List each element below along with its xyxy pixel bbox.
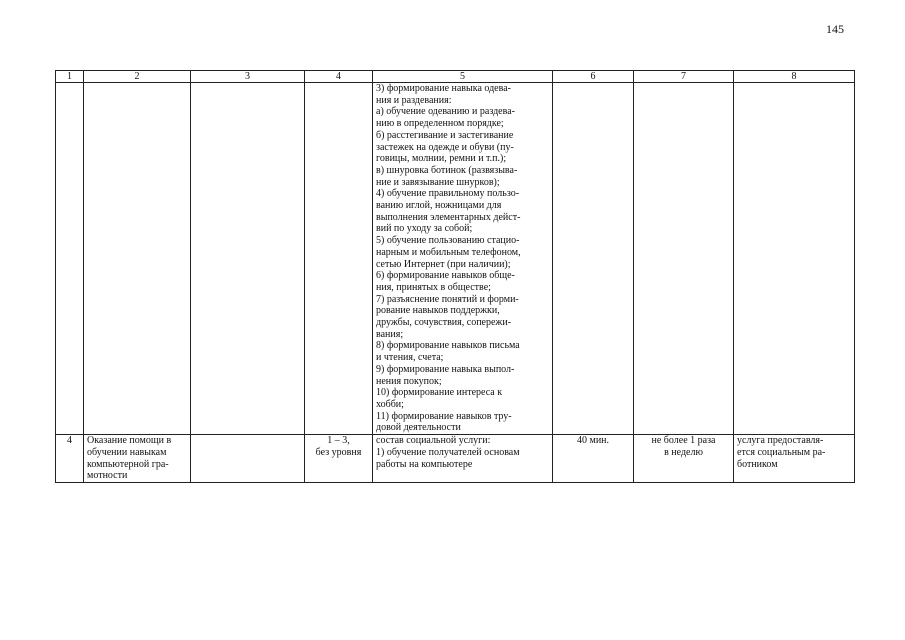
content-line: нения покупок; [376,375,442,387]
level-line: без уровня [315,446,362,458]
content-line: б) расстегивание и застегивание [376,129,514,141]
content-line: работы на компьютере [376,458,473,470]
content-line: 7) разъяснение понятий и форми- [376,293,519,305]
notes-line: услуга предоставля- [737,435,824,447]
services-table [55,70,855,483]
cell-col3 [191,435,305,483]
header-cell: 4 [305,71,373,83]
cell-service-content [373,83,553,435]
header-cell: 5 [373,71,553,83]
cell-level [305,83,373,435]
content-line: 11) формирование навыков тру- [376,410,512,422]
cell-level [305,435,373,483]
cell-service-content [373,435,553,483]
cell-duration [553,83,634,435]
frequency-line: не более 1 раза [651,435,716,447]
cell-col3 [191,83,305,435]
header-cell: 7 [634,71,734,83]
content-line: 8) формирование навыков письма [376,340,520,352]
content-line: 6) формирование навыков обще- [376,270,515,282]
service-name-line: Оказание помощи в [87,435,172,447]
cell-num [56,83,84,435]
content-line: 10) формирование интереса к [376,387,503,399]
header-cell: 8 [734,71,855,83]
content-line: 3) формирование навыка одева- [376,83,511,94]
content-line: ния, принятых в обществе; [376,281,491,293]
content-line: а) обучение одеванию и раздева- [376,106,515,118]
header-cell: 1 [56,71,84,83]
content-line: состав социальной услуги: [376,435,491,447]
content-line: 4) обучение правильному пользо- [376,188,520,200]
cell-frequency [634,435,734,483]
notes-line: ется социальным ра- [737,446,826,458]
content-line: рование навыков поддержки, [376,305,500,317]
content-line: 5) обучение пользованию стацио- [376,235,520,247]
cell-duration: 40 мин. [553,435,634,483]
content-line: 9) формирование навыка выпол- [376,363,515,375]
content-line: вий по уходу за собой; [376,223,473,235]
table-row-continuation [56,83,855,435]
header-cell: 2 [84,71,191,83]
content-line: вания; [376,328,404,340]
content-line: сетью Интернет (при наличии); [376,258,511,270]
content-line: ние и завязывание шнурков); [376,176,500,188]
content-line: нию в определенном порядке; [376,118,504,130]
header-cell: 3 [191,71,305,83]
content-line: застежек на одежде и обуви (пу- [376,141,514,153]
page-number: 145 [826,22,844,36]
cell-num: 4 [56,435,84,483]
service-name-line: мотности [87,470,128,482]
service-name-line: обучении навыкам [87,446,167,458]
content-line: 1) обучение получателей основам [376,446,520,458]
content-line: хобби; [376,398,404,410]
content-line: дружбы, сочувствия, сопережи- [376,317,512,329]
content-line: ния и раздевания: [376,94,452,106]
content-line: нарным и мобильным телефоном, [376,246,521,258]
content-line: говицы, молнии, ремни и т.п.); [376,153,507,165]
table-row-4 [56,435,855,483]
cell-frequency [634,83,734,435]
content-line: выполнения элементарных дейст- [376,211,521,223]
content-line: ванию иглой, ножницами для [376,200,502,212]
service-name-line: компьютерной гра- [87,458,169,470]
content-line: и чтения, счета; [376,352,444,364]
cell-notes [734,435,855,483]
header-row [56,71,855,83]
notes-line: ботником [737,458,778,470]
frequency-line: в неделю [664,446,703,458]
content-line: довой деятельности [376,422,461,434]
header-cell: 6 [553,71,634,83]
cell-service-name [84,83,191,435]
cell-service-name [84,435,191,483]
cell-notes [734,83,855,435]
level-line: 1 – 3, [327,435,350,447]
content-line: в) шнуровка ботинок (развязыва- [376,164,518,176]
